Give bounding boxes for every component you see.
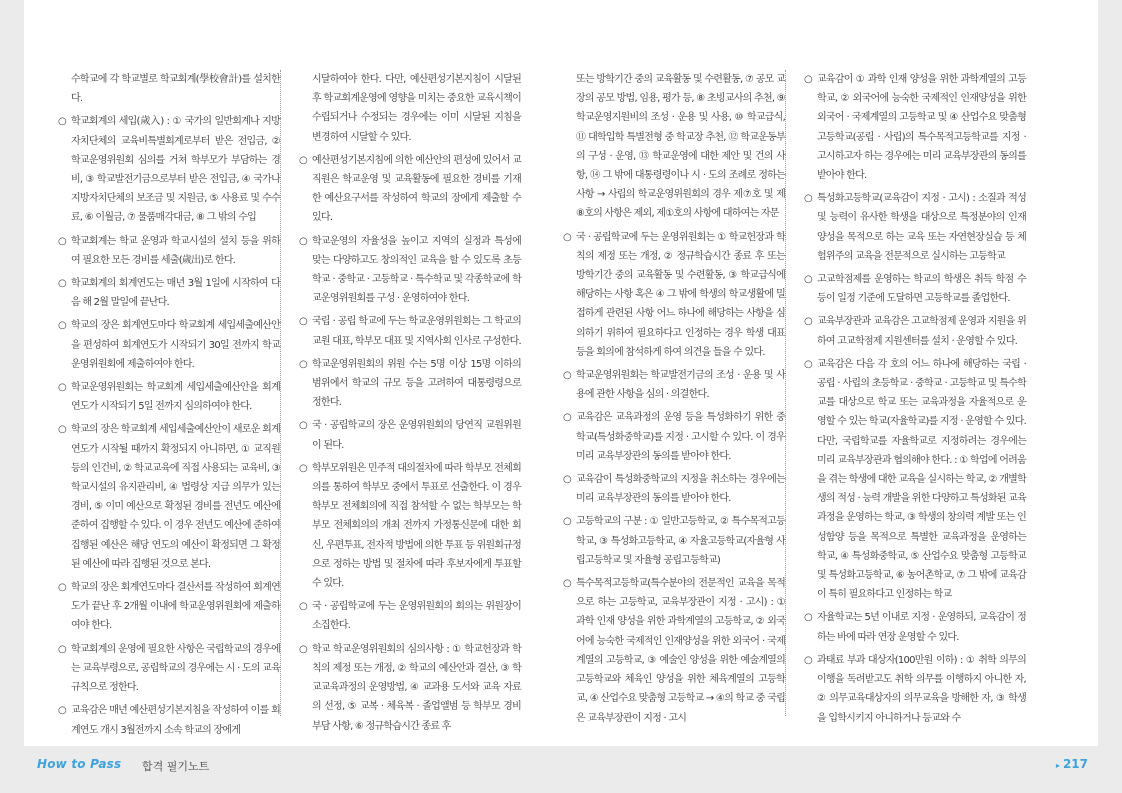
bullet-item <box>804 270 1026 308</box>
page-number-value: 217 <box>1062 757 1088 771</box>
page-marker-icon: ▸ <box>1055 761 1060 770</box>
bullet-item-text: 자율학교는 5년 이내로 지정 · 운영하되, 교육감이 정하는 바에 따라 연장 운영할 수 있다. <box>817 612 1026 643</box>
bullet-icon: ○ <box>58 643 66 655</box>
bullet-item <box>299 312 521 350</box>
bullet-item-text: 교육감은 매년 예산편성기본지침을 작성하여 이를 회계연도 개시 3월전까지 소속 학교의 장에게 <box>71 705 280 736</box>
continued-paragraph: 수학교에 각 학교별로 학교회계(學校會計)를 설치한다. <box>71 74 280 105</box>
bullet-item-text: 학부모위원은 민주적 대의절차에 따라 학부모 전체회의를 통하여 학부모 중에서 투표로 선출한다. 이 경우 학부모 전체회의에 직접 참석할 수 없는 학부모는 학부모 전체회의의 개최 전까지 가정통신문에 대한 회신, 우편투표, 전자적 방법에 의한 투표 등 위원회규정으로 정하는 방법 및 절차에 따라 후보자에게 투표할 수 있다. <box>312 462 521 590</box>
bullet-item-text: 특수목적고등학교(특수분야의 전문적인 교육을 목적으로 하는 고등학교, 교육부장관이 지정 · 고시) : ① 과학 인재 양성을 위한 과학계열의 고등학교, ② 외국어에 능숙한 국제적인 인재양성을 위한 외국어 · 국제계열의 고등학교, ③ 예술인 양성을 위한 예술계열의 고등학교와 체육인 양성을 위한 체육계열의 고등학교, ④ 산업수요 맞춤형 고등학교 → ④의 학교 중 국립은 교육부장관이 지정 · 고시 <box>576 578 785 724</box>
text-column-1 <box>58 70 280 744</box>
bullet-item-text: 특성화고등학교(교육감이 지정 · 고시) : 소질과 적성 및 능력이 유사한 학생을 대상으로 특정분야의 인재양성을 목적으로 하는 교육 또는 자연현장실습 등 체험위주의 교육을 전문적으로 실시하는 고등학교 <box>817 193 1026 262</box>
bullet-item <box>299 355 521 413</box>
bullet-icon: ○ <box>58 116 66 128</box>
book-subtitle: 합격 필기노트 <box>142 760 210 773</box>
bullet-item <box>299 151 521 228</box>
bullet-icon: ○ <box>299 358 307 370</box>
bullet-icon: ○ <box>299 316 307 328</box>
bullet-icon: ○ <box>563 474 571 486</box>
bullet-item-text: 학교회계는 학교 운영과 학교시설의 설치 등을 위하여 필요한 모든 경비를 세출(歲出)로 한다. <box>71 235 280 266</box>
bullet-item-text: 교육감은 다음 각 호의 어느 하나에 해당하는 국립 · 공립 · 사립의 초등학교 · 중학교 · 고등학교 및 특수학교를 대상으로 학교 또는 교육과정을 자율적으로 운영할 수 있는 학교(자율학교)를 지정 · 운영할 수 있다. 다만, 국립학교를 자율학교로 지정하려는 경우에는 미리 교육부장관과 협의해야 한다. : ① 학업에 어려움을 겪는 학생에 대한 교육을 실시하는 학교, ② 개별학생의 적성 · 능력 개발을 위한 다양하고 특성화된 교육과정을 운영하는 학교, ③ 학생의 창의력 계발 또는 인성함양 등을 목적으로 특별한 교육과정을 운영하는 학교, ④ 특성화중학교, ⑤ 산업수요 맞춤형 고등학교 및 특성화고등학교, ⑥ 농어촌학교, ⑦ 그 밖에 교육감이 특히 필요하다고 인정하는 학교 <box>817 358 1026 601</box>
bullet-item-text: 학교회계의 회계연도는 매년 3월 1일에 시작하여 다음 해 2월 말일에 끝난다. <box>71 278 280 309</box>
bullet-item <box>58 378 280 416</box>
bullet-item-text: 국 · 공립학교에 두는 운영위원회는 ① 학교헌장과 학칙의 제정 또는 개정, ② 정규학습시간 종료 후 또는 방학기간 중의 교육활동 및 수련활동, ③ 학교급식에 해당하는 사항 혹은 ④ 그 밖에 학생의 학교생활에 밀접하게 관련된 사항 어느 하나에 해당하는 사항을 심의하기 위하여 필요하다고 인정하는 경우 학생 대표 등을 회의에 참석하게 하여 의견을 들을 수 있다. <box>576 231 785 358</box>
bullet-icon: ○ <box>563 516 571 528</box>
bullet-item-text: 학교운영위원회는 학교회계 세입세출예산안을 회계연도가 시작되기 5일 전까지 심의하여야 한다. <box>71 382 280 413</box>
bullet-item-text: 학교회계의 운영에 필요한 사항은 국립학교의 경우에는 교육부령으로, 공립학교의 경우에는 시 · 도의 교육규칙으로 정한다. <box>71 643 280 694</box>
bullet-item-text: 학교의 장은 학교회계 세입세출예산안이 새로운 회계연도가 시작될 때까지 확정되지 아니하면, ① 교직원 등의 인건비, ② 학교교육에 직접 사용되는 교육비, ③ 학교시설의 유지관리비, ④ 법령상 지급 의무가 있는 경비, ⑤ 이미 예산으로 확정된 경비를 전년도 예산에 준하여 집행할 수 있다. 이 경우 전년도 예산에 준하여 집행된 예산은 해당 연도의 예산이 확정되면 그 확정된 예산에 따라 집행된 것으로 본다. <box>71 424 280 570</box>
bullet-item-text: 교육감은 교육과정의 운영 등을 특성화하기 위한 중학교(특성화중학교)를 지정 · 고시할 수 있다. 이 경우 미리 교육부장관의 동의를 받아야 한다. <box>576 412 785 462</box>
bullet-icon: ○ <box>299 154 307 166</box>
bullet-item-text: 예산편성기본지침에 의한 예산안의 편성에 있어서 교직원은 학교운영 및 교육활동에 필요한 경비를 기재한 예산요구서를 작성하여 학교의 장에게 제출할 수 있다. <box>312 154 521 224</box>
continued-paragraph: 시달하여야 한다. 다만, 예산편성기본지침이 시달된 후 학교회계운영에 영향을 미치는 중요한 교육시책이 수립되거나 수정되는 경우에는 이미 시달된 지침을 변경하여 시달할 수 있다. <box>312 74 521 143</box>
bullet-icon: ○ <box>804 612 812 624</box>
bullet-item-text: 학교의 장은 회계연도마다 결산서를 작성하여 회계연도가 끝난 후 2개월 이내에 학교운영위원회에 제출하여야 한다. <box>71 582 280 632</box>
bullet-item <box>58 232 280 270</box>
bullet-item <box>804 651 1026 728</box>
bullet-icon: ○ <box>804 274 812 286</box>
bullet-item-text: 학교운영위원회는 학교발전기금의 조성 · 운용 및 사용에 관한 사항을 심의 · 의결한다. <box>576 370 785 401</box>
bullet-item <box>58 274 280 312</box>
bullet-icon: ○ <box>804 74 812 85</box>
bullet-icon: ○ <box>58 424 66 436</box>
brand-logo-text: How to Pass <box>37 757 122 771</box>
bullet-icon: ○ <box>563 412 571 424</box>
text-column-2 <box>299 70 521 740</box>
bullet-item <box>58 112 280 227</box>
bullet-item <box>299 459 521 593</box>
bullet-item-text: 교육부장관과 교육감은 고교학점제 운영과 지원을 위하여 고교학점제 지원센터를 설치 · 운영할 수 있다. <box>817 316 1026 347</box>
bullet-icon: ○ <box>563 370 571 382</box>
bullet-icon: ○ <box>299 420 307 432</box>
bullet-item <box>563 408 785 466</box>
bullet-item-text: 고등학교의 구분 : ① 일반고등학교, ② 특수목적고등학교, ③ 특성화고등학교, ④ 자율고등학교(자율형 사립고등학교 및 자율형 공립고등학교) <box>576 516 785 566</box>
bullet-item <box>299 597 521 635</box>
bullet-icon: ○ <box>563 231 571 243</box>
bullet-item <box>804 355 1026 605</box>
bullet-item <box>299 640 521 736</box>
column-divider <box>785 70 786 716</box>
bullet-icon: ○ <box>804 358 812 370</box>
bullet-icon: ○ <box>58 320 66 332</box>
bullet-item <box>563 512 785 570</box>
bullet-icon: ○ <box>299 462 307 474</box>
bullet-item-text: 학교 학교운영위원회의 심의사항 : ① 학교헌장과 학칙의 제정 또는 개정, ② 학교의 예산안과 결산, ③ 학교교육과정의 운영방법, ④ 교과용 도서와 교육 자료의 선정, ⑤ 교복 · 체육복 · 졸업앨범 등 학부모 경비 부담 사항, ⑥ 정규학습시간 종료 후 <box>312 643 521 732</box>
bullet-item-text: 학교운영의 자율성을 높이고 지역의 실정과 특성에 맞는 다양하고도 창의적인 교육을 할 수 있도록 초등학교 · 중학교 · 고등학교 · 특수학교 및 각종학교에 학교운영위원회를 구성 · 운영하여야 한다. <box>312 235 521 305</box>
bullet-item <box>804 70 1026 185</box>
bullet-icon: ○ <box>58 235 66 247</box>
bullet-item <box>804 312 1026 350</box>
bullet-item <box>299 416 521 454</box>
continued-paragraph: 또는 방학기간 중의 교육활동 및 수련활동, ⑦ 공모 교장의 공모 방법, 임용, 평가 등, ⑧ 초빙교사의 추천, ⑨ 학교운영지원비의 조성 · 운용 및 사용, ⑩ 학교급식, ⑪ 대학입학 특별전형 중 학교장 추천, ⑫ 학교운동부의 구성 · 운영, ⑬ 학교운영에 대한 제안 및 건의 사항, ⑭ 그 밖에 대통령령이나 시 · 도의 조례로 정하는 사항 → 사립의 학교운영위원회의 경우 제⑦호 및 제⑧호의 사항은 제외, 제①호의 사항에 대하여는 자문 <box>576 74 785 220</box>
bullet-item <box>58 578 280 636</box>
bullet-item-text: 국 · 공립학교의 장은 운영위원회의 당연직 교원위원이 된다. <box>312 420 521 451</box>
bullet-item-text: 과태료 부과 대상자(100만원 이하) : ① 취학 의무의 이행을 독려받고도 취학 의무를 이행하지 아니한 자, ② 의무교육대상자의 의무교육을 방해한 자, ③ 학생을 입학시키지 아니하거나 등교와 수 <box>817 654 1026 724</box>
bullet-item <box>563 228 785 362</box>
bullet-icon: ○ <box>58 705 66 717</box>
bullet-item <box>563 470 785 508</box>
bullet-item <box>58 701 280 739</box>
bullet-icon: ○ <box>58 278 66 290</box>
bullet-item-text: 학교회계의 세입(歲入) : ① 국가의 일반회계나 지방자치단체의 교육비특별회계로부터 받은 전입금, ② 학교운영위원회 심의를 거쳐 학부모가 부담하는 경비, ③ 학교발전기금으로부터 받은 전입금, ④ 국가나 지방자치단체의 보조금 및 지원금, ⑤ 사용료 및 수수료, ⑥ 이월금, ⑦ 물품매각대금, ⑧ 그 밖의 수입 <box>71 116 280 224</box>
column-divider <box>280 70 281 716</box>
bullet-item <box>58 420 280 574</box>
bullet-item <box>58 316 280 374</box>
page-number <box>1056 757 1088 771</box>
bullet-icon: ○ <box>299 235 307 247</box>
bullet-icon: ○ <box>804 316 812 328</box>
bullet-icon: ○ <box>804 654 812 666</box>
bullet-item-text: 교육감이 ① 과학 인재 양성을 위한 과학계열의 고등학교, ② 외국어에 능숙한 국제적인 인재양성을 위한 외국어 · 국제계열의 고등학교 및 ④ 산업수요 맞춤형 고등학교(공립 · 사립)의 특수목적고등학교를 지정 · 고시하고자 하는 경우에는 미리 교육부장관의 동의를 받아야 한다. <box>817 74 1026 182</box>
bullet-item-text: 교육감이 특성화중학교의 지정을 취소하는 경우에는 미리 교육부장관의 동의를 받아야 한다. <box>576 474 785 505</box>
text-column-3 <box>563 70 785 732</box>
bullet-item-text: 학교의 장은 회계연도마다 학교회계 세입세출예산안을 편성하여 회계연도가 시작되기 30일 전까지 학교운영위원회에 제출하여야 한다. <box>71 320 280 370</box>
bullet-item-text: 국 · 공립학교에 두는 운영위원회의 회의는 위원장이 소집한다. <box>312 601 521 632</box>
bullet-icon: ○ <box>58 382 66 394</box>
bullet-item <box>563 366 785 404</box>
bullet-item-text: 국립 · 공립 학교에 두는 학교운영위원회는 그 학교의 교원 대표, 학부모 대표 및 지역사회 인사로 구성한다. <box>312 316 521 347</box>
bullet-item-text: 학교운영위원회의 위원 수는 5명 이상 15명 이하의 범위에서 학교의 규모 등을 고려하여 대통령령으로 정한다. <box>312 358 521 409</box>
text-column-4 <box>804 70 1026 732</box>
bullet-item <box>804 189 1026 266</box>
bullet-item <box>804 608 1026 646</box>
bullet-icon: ○ <box>299 601 307 613</box>
bullet-icon: ○ <box>563 578 571 590</box>
bullet-item <box>299 232 521 309</box>
page-footer <box>0 746 1122 793</box>
bullet-item <box>58 640 280 698</box>
bullet-icon: ○ <box>804 193 812 205</box>
bullet-icon: ○ <box>58 582 66 594</box>
bullet-icon: ○ <box>299 643 307 655</box>
bullet-item <box>563 574 785 728</box>
bullet-item-text: 고교학점제를 운영하는 학교의 학생은 취득 학점 수 등이 일정 기준에 도달하면 고등학교를 졸업한다. <box>817 274 1026 305</box>
